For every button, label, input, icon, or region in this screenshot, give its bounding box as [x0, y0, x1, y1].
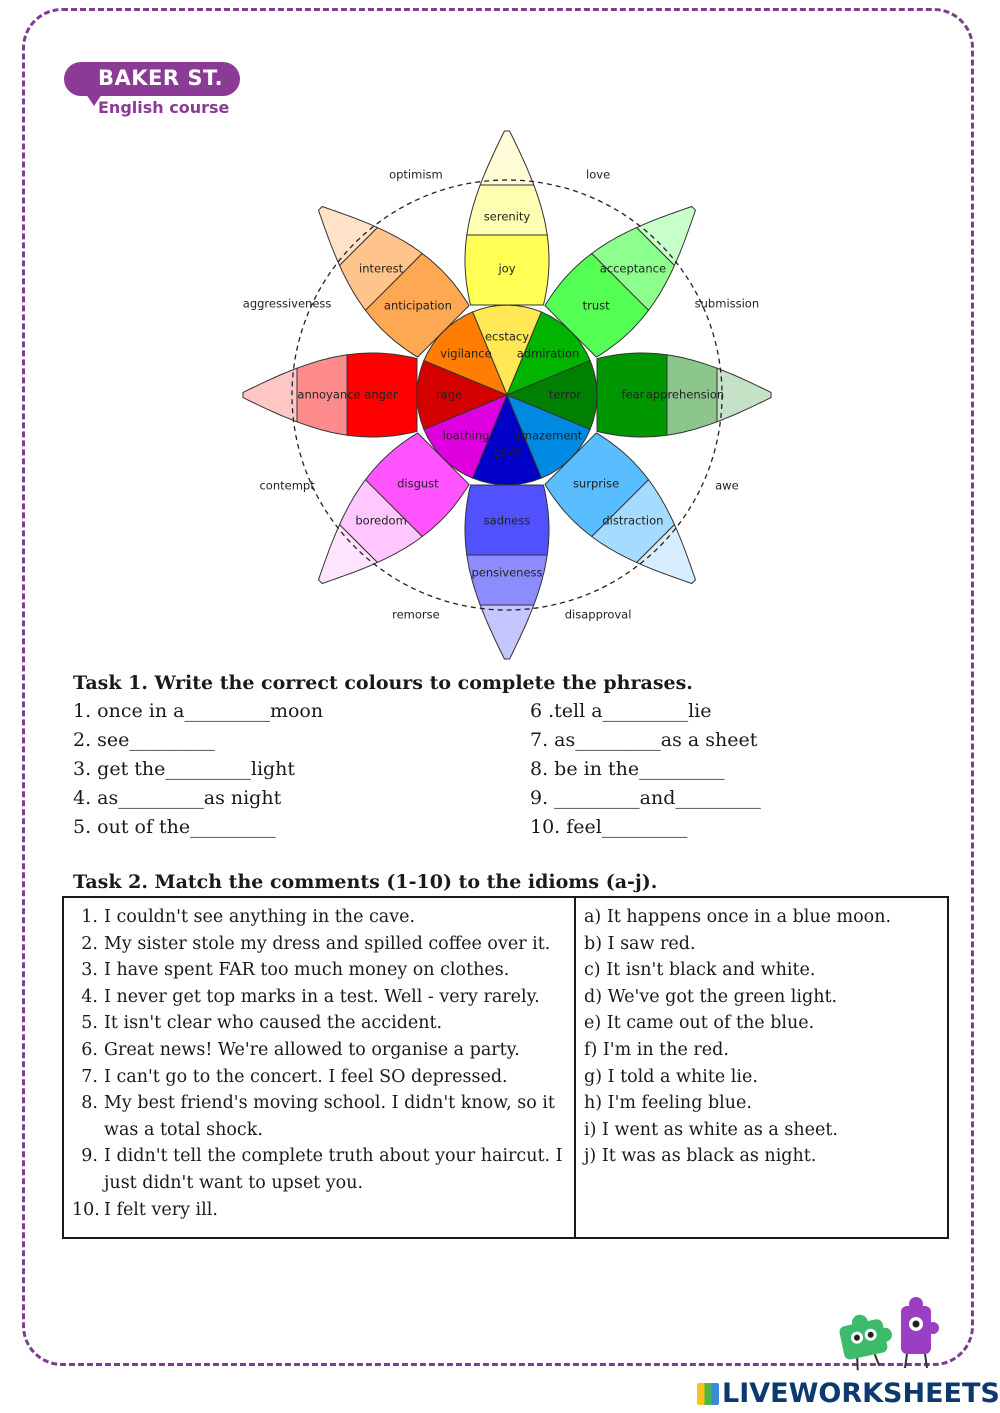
- emotion-wheel: [210, 130, 800, 665]
- emotion-label: anger: [364, 387, 398, 402]
- comment-text: My sister stole my dress and spilled coffee over it.: [104, 933, 551, 954]
- comment-number: 6.: [81, 1039, 98, 1060]
- baker-st-logo: [64, 62, 240, 117]
- emotion-label: distraction: [602, 513, 664, 528]
- emotion-label: trust: [582, 298, 610, 313]
- emotion-label: acceptance: [599, 261, 667, 276]
- comment-number: 5.: [81, 1013, 98, 1034]
- emotion-label: fear: [621, 387, 645, 402]
- liveworksheets-logo-icon: [697, 1383, 719, 1405]
- idiom-item: j) It was as black as night.: [584, 1146, 817, 1167]
- comment-item: [72, 1037, 566, 1064]
- task1-item-9: 9. _________and_________: [530, 787, 761, 809]
- logo-badge: [64, 62, 240, 96]
- comment-number: 7.: [81, 1066, 98, 1087]
- comment-item: [72, 1064, 566, 1091]
- idiom-item: f) I'm in the red.: [584, 1039, 729, 1060]
- task1-item-1: 1. once in a_________moon: [73, 700, 324, 722]
- emotion-label: sadness: [483, 513, 531, 528]
- comment-text: I felt very ill.: [104, 1199, 218, 1220]
- comments-column: [63, 897, 575, 1238]
- comment-number: 10.: [72, 1199, 100, 1220]
- idiom-item: a) It happens once in a blue moon.: [584, 907, 892, 927]
- emotion-label: apprehension: [645, 387, 725, 402]
- emotion-label: loathing: [442, 428, 490, 443]
- dyad-label: contempt: [259, 478, 315, 493]
- liveworksheets-footer: [697, 1378, 1000, 1409]
- emotion-label: joy: [498, 261, 516, 276]
- comment-text: I never get top marks in a test. Well - very rarely.: [104, 986, 540, 1007]
- emotion-label: pensiveness: [471, 565, 543, 580]
- comment-number: 4.: [81, 986, 98, 1007]
- task1-item-8: 8. be in the_________: [530, 758, 725, 780]
- dyad-label: aggressiveness: [242, 296, 332, 311]
- matching-table: [62, 896, 949, 1239]
- dyad-label: awe: [715, 478, 739, 493]
- task1-item-3: 3. get the_________light: [73, 758, 296, 780]
- comment-text: It isn't clear who caused the accident.: [104, 1013, 443, 1034]
- emotion-label: serenity: [483, 209, 531, 224]
- comment-text: I couldn't see anything in the cave.: [104, 907, 416, 927]
- task1-item-2: 2. see_________: [73, 729, 215, 751]
- dyad-label: love: [586, 167, 611, 182]
- dyad-label: optimism: [389, 167, 443, 182]
- footer-brand: LIVEWORKSHEETS: [722, 1378, 1000, 1409]
- logo-title: BAKER ST.: [98, 66, 224, 90]
- comment-item: [72, 931, 566, 958]
- comment-number: 9.: [81, 1146, 98, 1167]
- comment-number: 8.: [81, 1093, 98, 1114]
- emotion-label: grief: [493, 445, 521, 460]
- emotion-label: boredom: [355, 513, 407, 528]
- idiom-item: g) I told a white lie.: [584, 1066, 758, 1087]
- comment-text: My best friend's moving school. I didn't know, so it was a total shock.: [104, 1093, 555, 1140]
- comment-item: [72, 957, 566, 984]
- comment-item: [72, 1143, 566, 1196]
- idiom-item: b) I saw red.: [584, 933, 696, 954]
- comment-text: I have spent FAR too much money on clothes.: [104, 960, 510, 981]
- idiom-item: c) It isn't black and white.: [584, 960, 816, 981]
- emotion-label: annoyance: [297, 387, 361, 402]
- petal-tip: [717, 368, 771, 422]
- emotion-label: interest: [359, 261, 404, 276]
- comment-item: [72, 904, 566, 931]
- emotion-label: rage: [435, 387, 463, 402]
- emotion-label: terror: [548, 387, 582, 402]
- dyad-label: submission: [694, 296, 760, 311]
- idiom-item: h) I'm feeling blue.: [584, 1093, 752, 1114]
- emotion-label: vigilance: [440, 346, 492, 361]
- comment-text: I didn't tell the complete truth about your haircut. I just didn't want to upset you.: [104, 1146, 563, 1193]
- idioms-column: [575, 897, 948, 1238]
- emotion-label: disgust: [397, 476, 439, 491]
- task1-item-6: 6 .tell a_________lie: [530, 700, 712, 722]
- emotion-label: admiration: [516, 346, 580, 361]
- task2-title: Task 2. Match the comments (1-10) to the idioms (a-j).: [73, 871, 658, 893]
- logo-subtitle: English course: [98, 98, 230, 117]
- dyad-label: remorse: [392, 607, 440, 622]
- task1-item-4: 4. as_________as night: [73, 787, 282, 809]
- emotion-label: anticipation: [383, 298, 452, 313]
- petal-tip: [480, 605, 534, 659]
- task1-item-5: 5. out of the_________: [73, 816, 276, 838]
- dyad-label: disapproval: [564, 607, 632, 622]
- idiom-item: d) We've got the green light.: [584, 986, 838, 1007]
- task1-title: Task 1. Write the correct colours to complete the phrases.: [73, 672, 693, 694]
- petal-outer: [467, 555, 547, 605]
- idiom-item: e) It came out of the blue.: [584, 1013, 815, 1034]
- comment-number: 3.: [81, 960, 98, 981]
- idiom-item: i) I went as white as a sheet.: [584, 1119, 838, 1140]
- comment-item: [72, 1090, 566, 1143]
- petal-tip: [480, 131, 534, 185]
- comment-item: [72, 1010, 566, 1037]
- emotion-label: surprise: [572, 476, 620, 491]
- comment-item: [72, 1197, 566, 1224]
- emotion-label: ecstacy: [484, 329, 530, 344]
- emotion-label: amazement: [513, 428, 583, 443]
- comment-number: 2.: [81, 933, 98, 954]
- comment-text: Great news! We're allowed to organise a party.: [104, 1039, 520, 1060]
- puzzle-mascot-icon: [835, 1292, 945, 1372]
- comment-text: I can't go to the concert. I feel SO depressed.: [104, 1066, 508, 1087]
- comment-item: [72, 984, 566, 1011]
- comment-number: 1.: [81, 907, 98, 927]
- petal-tip: [243, 368, 297, 422]
- task1-item-7: 7. as_________as a sheet: [530, 729, 758, 751]
- task1-item-10: 10. feel_________: [530, 816, 688, 838]
